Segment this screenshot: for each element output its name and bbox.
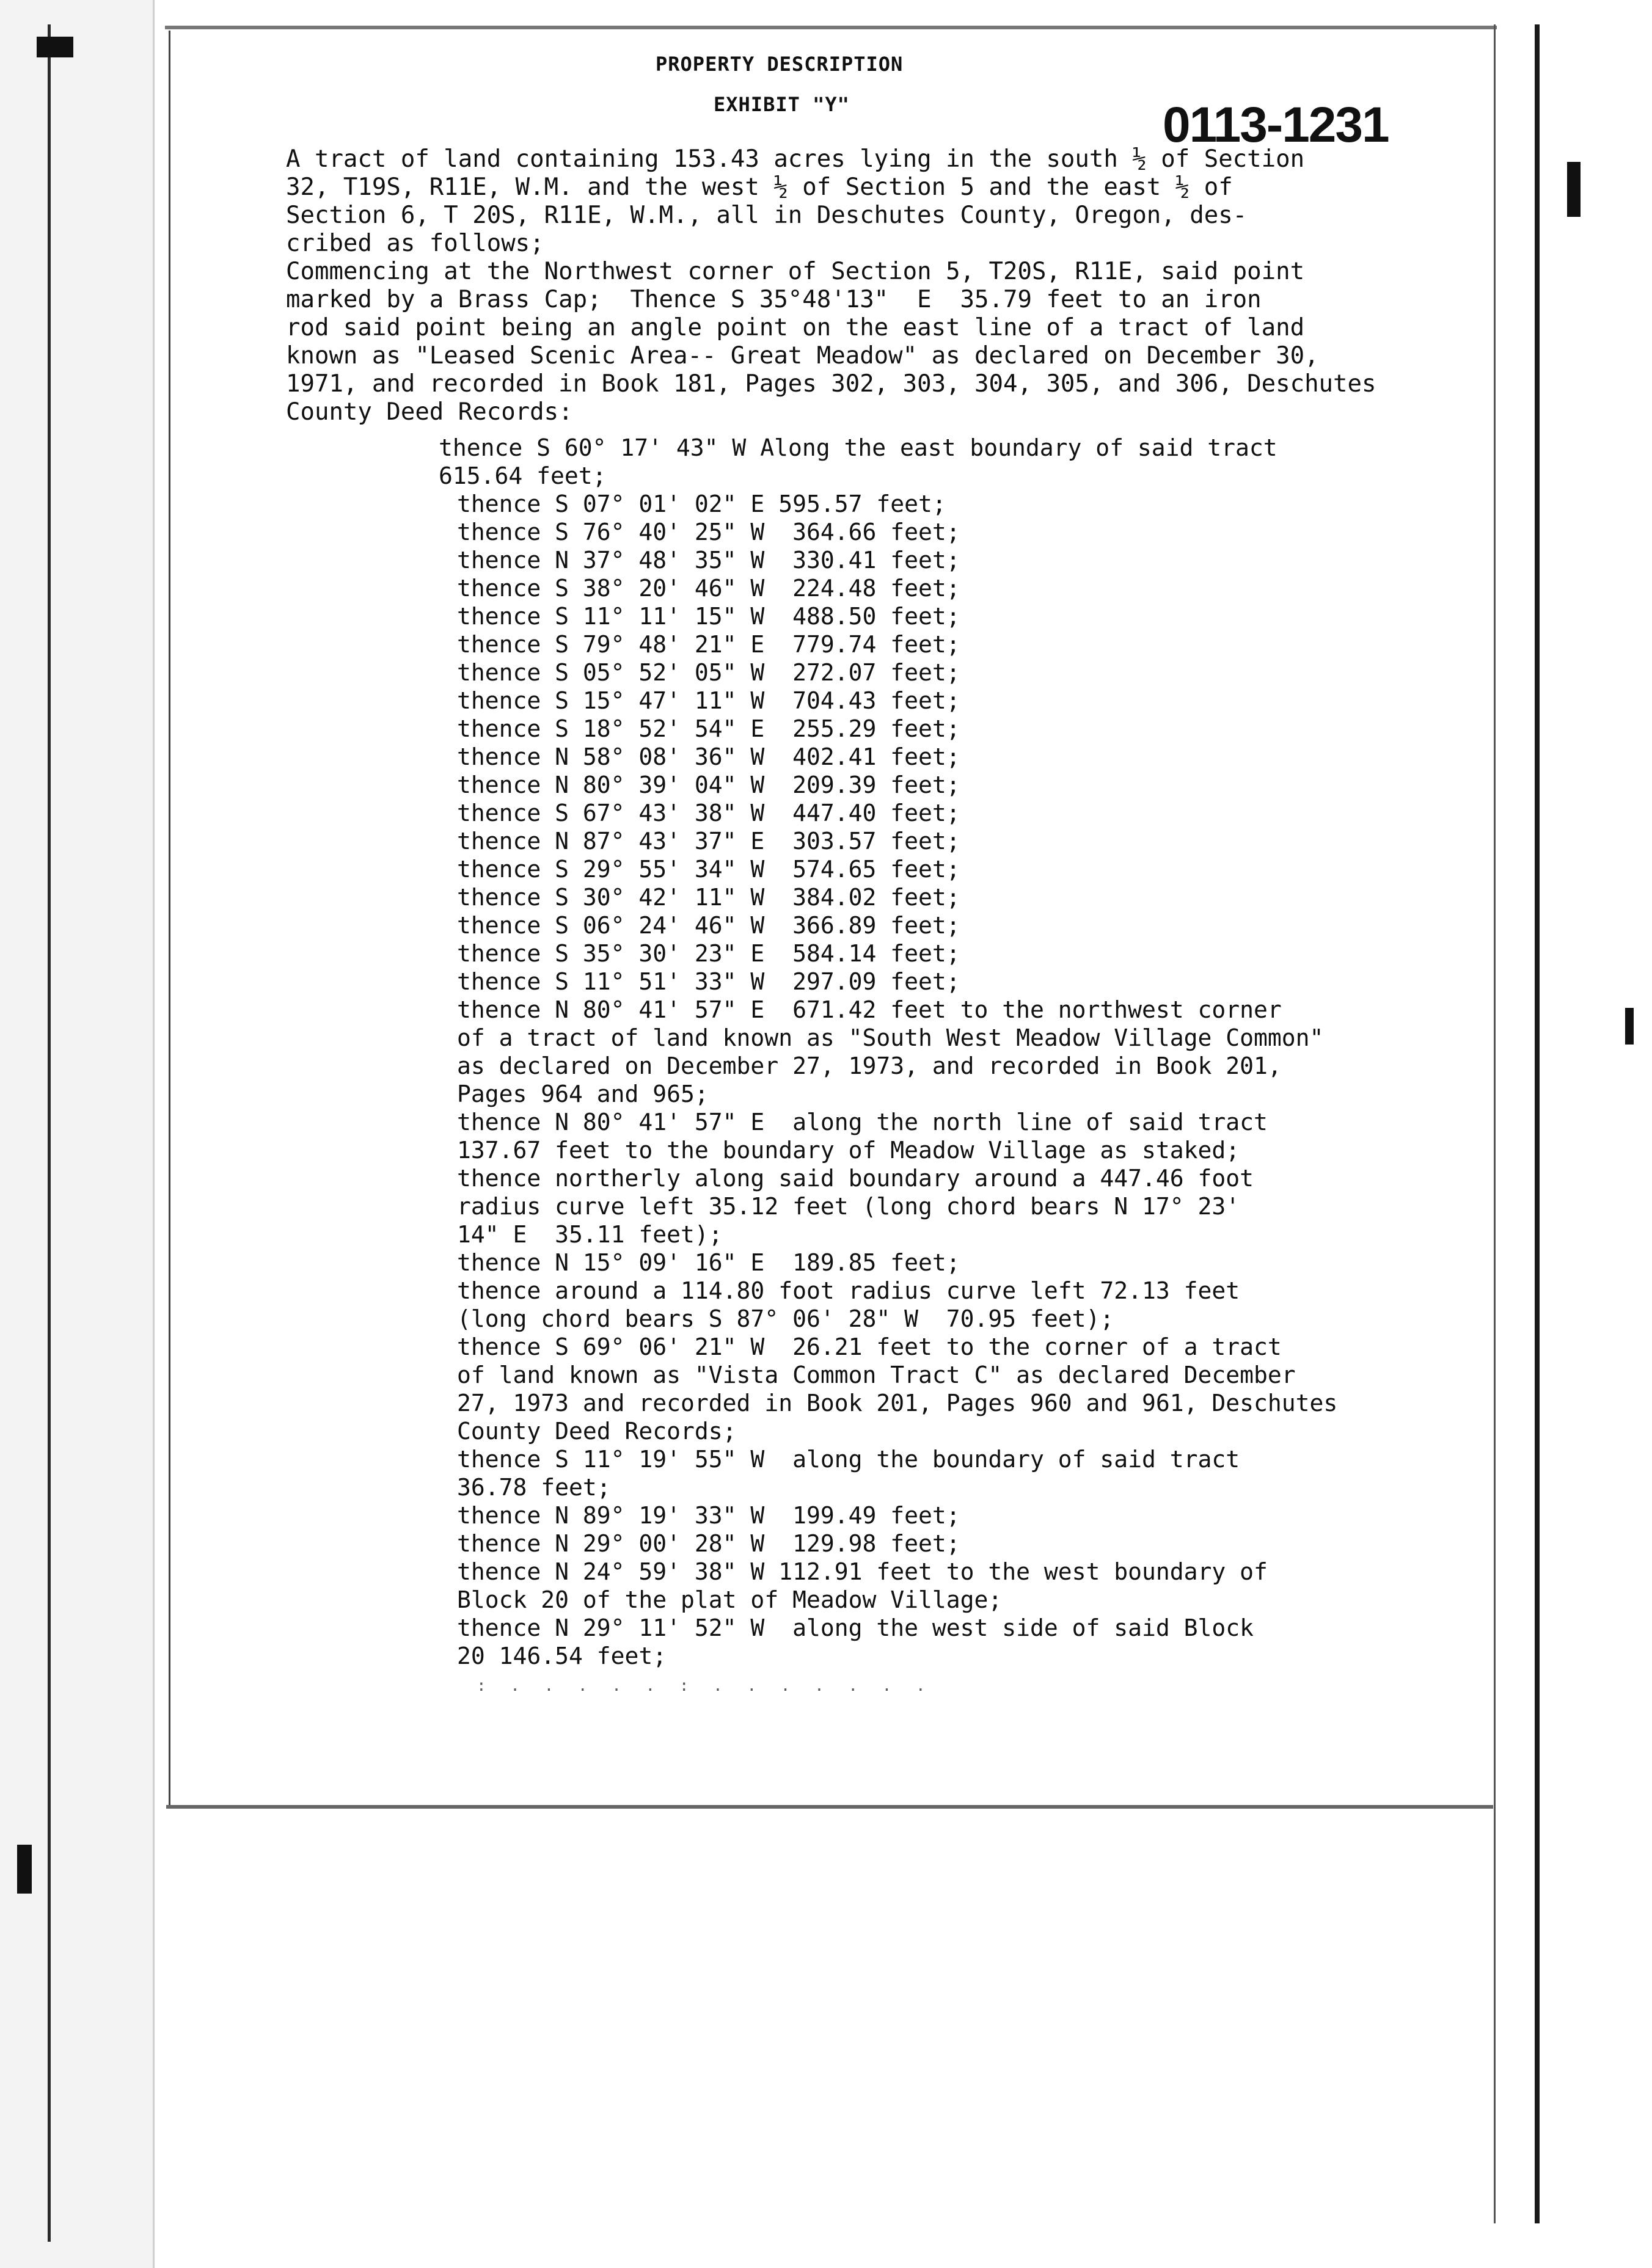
call-line: thence S 11° 19' 55" W along the boundary of said tract — [457, 1446, 1240, 1473]
call-line: thence S 67° 43' 38" W 447.40 feet; — [457, 800, 960, 826]
call-line: thence N 29° 11' 52" W along the west side of said Block — [457, 1614, 1254, 1641]
call-line: thence N 80° 39' 04" W 209.39 feet; — [457, 771, 960, 798]
call-line: Pages 964 and 965; — [457, 1081, 709, 1107]
call-line: 14" E 35.11 feet); — [457, 1221, 723, 1248]
call-line: thence S 07° 01' 02" E 595.57 feet; — [457, 490, 946, 517]
call-line: radius curve left 35.12 feet (long chord bears N 17° 23' — [457, 1193, 1240, 1220]
intro-line: 1971, and recorded in Book 181, Pages 302, 303, 304, 305, and 306, Deschutes — [286, 370, 1376, 398]
call-line: thence S 18° 52' 54" E 255.29 feet; — [457, 715, 960, 742]
call-line: as declared on December 27, 1973, and recorded in Book 201, — [457, 1052, 1282, 1079]
metes-and-bounds-calls — [439, 434, 1392, 1670]
document-title: PROPERTY DESCRIPTION — [656, 53, 904, 76]
call-line: thence S 06° 24' 46" W 366.89 feet; — [457, 912, 960, 939]
call-line: thence N 29° 00' 28" W 129.98 feet; — [457, 1530, 960, 1557]
binding-mark — [1567, 162, 1581, 217]
scan-left-margin — [0, 0, 155, 2268]
call-line: thence N 87° 43' 37" E 303.57 feet; — [457, 828, 960, 855]
exhibit-label: EXHIBIT "Y" — [714, 93, 850, 116]
call-line: thence S 29° 55' 34" W 574.65 feet; — [457, 856, 960, 883]
call-line: thence N 24° 59' 38" W 112.91 feet to the west boundary of — [457, 1558, 1268, 1585]
recording-number: 0113-1231 — [1163, 97, 1389, 153]
call-line: Block 20 of the plat of Meadow Village; — [457, 1586, 1003, 1613]
binding-mark — [37, 37, 73, 57]
call-line: thence N 37° 48' 35" W 330.41 feet; — [457, 547, 960, 574]
call-line: thence S 05° 52' 05" W 272.07 feet; — [457, 659, 960, 686]
faded-text-remnant: : . . . . . : . . . . . . . — [477, 1677, 933, 1695]
scan-right-edge — [1535, 24, 1540, 2223]
paper-bottom-edge — [166, 1805, 1493, 1809]
call-line: (long chord bears S 87° 06' 28" W 70.95 feet); — [457, 1305, 1114, 1332]
call-line: of a tract of land known as "South West Meadow Village Common" — [457, 1024, 1324, 1051]
intro-line: County Deed Records: — [286, 398, 573, 426]
call-line: 137.67 feet to the boundary of Meadow Village as staked; — [457, 1137, 1240, 1164]
call-line: thence around a 114.80 foot radius curve left 72.13 feet — [457, 1277, 1240, 1304]
scan-right-inner-edge — [1494, 24, 1496, 2223]
intro-line: Section 6, T 20S, R11E, W.M., all in Deschutes County, Oregon, des- — [286, 202, 1248, 229]
intro-line: marked by a Brass Cap; Thence S 35°48'13" E 35.79 feet to an iron — [286, 286, 1262, 313]
call-line: thence S 15° 47' 11" W 704.43 feet; — [457, 687, 960, 714]
call-line: thence N 58° 08' 36" W 402.41 feet; — [457, 743, 960, 770]
call-line: thence N 80° 41' 57" E along the north line of said tract — [457, 1109, 1268, 1136]
intro-line: cribed as follows; — [286, 230, 544, 257]
call-line: thence S 76° 40' 25" W 364.66 feet; — [457, 519, 960, 545]
scan-left-edge — [48, 24, 51, 2242]
call-line: 615.64 feet; — [439, 462, 607, 489]
call-line: 36.78 feet; — [457, 1474, 611, 1501]
call-line: thence N 80° 41' 57" E 671.42 feet to the northwest corner — [457, 996, 1282, 1023]
call-line: thence S 60° 17' 43" W Along the east boundary of said tract — [439, 434, 1277, 461]
call-line: thence S 69° 06' 21" W 26.21 feet to the corner of a tract — [457, 1333, 1282, 1360]
call-line: thence S 11° 11' 15" W 488.50 feet; — [457, 603, 960, 630]
intro-line: rod said point being an angle point on the east line of a tract of land — [286, 314, 1305, 341]
call-line: 20 146.54 feet; — [457, 1643, 667, 1669]
call-line: thence S 30° 42' 11" W 384.02 feet; — [457, 884, 960, 911]
call-line: thence S 79° 48' 21" E 779.74 feet; — [457, 631, 960, 658]
call-line: thence S 38° 20' 46" W 224.48 feet; — [457, 575, 960, 602]
intro-line: 32, T19S, R11E, W.M. and the west ½ of Section 5 and the east ½ of — [286, 173, 1233, 201]
call-line: thence S 35° 30' 23" E 584.14 feet; — [457, 940, 960, 967]
call-line: thence N 89° 19' 33" W 199.49 feet; — [457, 1502, 960, 1529]
call-line: thence northerly along said boundary around a 447.46 foot — [457, 1165, 1254, 1192]
call-line: 27, 1973 and recorded in Book 201, Pages 960 and 961, Deschutes — [457, 1390, 1338, 1417]
intro-paragraph — [286, 145, 1386, 426]
call-line: thence N 15° 09' 16" E 189.85 feet; — [457, 1249, 960, 1276]
call-line: County Deed Records; — [457, 1418, 737, 1445]
binding-mark — [17, 1845, 32, 1894]
intro-line: Commencing at the Northwest corner of Section 5, T20S, R11E, said point — [286, 258, 1305, 285]
call-line: thence S 11° 51' 33" W 297.09 feet; — [457, 968, 960, 995]
intro-line: A tract of land containing 153.43 acres lying in the south ½ of Section — [286, 145, 1305, 173]
intro-line: known as "Leased Scenic Area-- Great Meadow" as declared on December 30, — [286, 342, 1319, 370]
binding-mark — [1625, 1008, 1634, 1045]
paper-top-edge — [165, 26, 1497, 29]
call-line: of land known as "Vista Common Tract C" as declared December — [457, 1362, 1296, 1388]
